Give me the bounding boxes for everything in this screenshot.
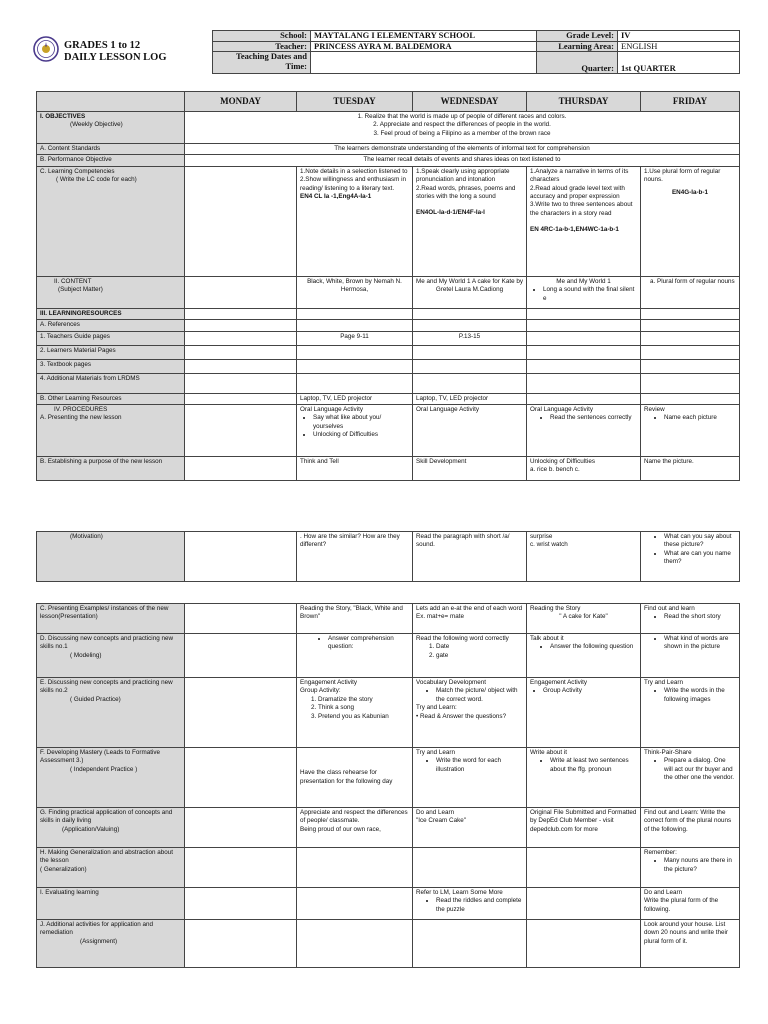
objectives-row — [37, 112, 740, 144]
row-d-label — [37, 634, 185, 678]
row-e-wed-title: Vocabulary Development — [416, 679, 487, 686]
header-info-table — [212, 30, 740, 74]
row-f-label — [37, 748, 185, 808]
content-standards-label: A. Content Standards — [37, 144, 185, 155]
content-standards-row — [37, 144, 740, 155]
tg-tuesday: Page 9-11 — [297, 331, 413, 345]
row-e-tue-2: Group Activity: — [300, 687, 341, 695]
other-resources-row — [37, 393, 740, 404]
row-i-friday — [641, 888, 740, 920]
row-e-tue-item-2: 2. Think a song — [318, 704, 409, 712]
lesson-table-part-3 — [36, 603, 740, 968]
procedure-a-title: A. Presenting the new lesson — [40, 414, 122, 422]
row-d-thu-item: • Answer the following question — [550, 643, 637, 651]
row-c — [37, 604, 740, 634]
row-g-tue-2: Being proud of our own race, — [300, 825, 381, 833]
row-j-title: J. Additional activities for application and remediation — [40, 921, 154, 937]
proc-a-tue-item-2: • Unlocking of Difficulties — [313, 431, 409, 439]
row-i-wednesday — [413, 888, 527, 920]
row-c-thu-2: " A cake for Kate" — [559, 613, 608, 621]
row-e — [37, 678, 740, 748]
row-c-fri-item: • Read the short story — [664, 613, 736, 621]
content-thu-title: Me and My World 1 — [556, 277, 611, 285]
row-g-friday: Find out and Learn: Write the correct form of the plural nouns of the following. — [641, 808, 740, 848]
day-tuesday: TUESDAY — [297, 92, 413, 112]
row-f-wednesday — [413, 748, 527, 808]
motivation-friday — [641, 532, 740, 582]
row-e-wed-3: • Read & Answer the questions? — [416, 712, 507, 720]
motivation-tuesday: . How are the similar? How are they different? — [297, 532, 413, 582]
other-tuesday: Laptop, TV, LED projector — [297, 393, 413, 404]
row-h-title: H. Making Generalization and abstraction about the lesson — [40, 849, 174, 865]
procedures-title: IV. PROCEDURES — [54, 406, 108, 414]
content-tuesday: Black, White, Brown by Nemah N. Hermosa, — [297, 276, 413, 308]
row-g-label — [37, 808, 185, 848]
lesson-table-part-2 — [36, 531, 740, 582]
competencies-label — [37, 166, 185, 276]
row-i-fri-2: Write the plural form of the following. — [644, 897, 719, 913]
quarter-label: Quarter: — [537, 52, 618, 74]
motivation-wednesday: Read the paragraph with short /a/ sound. — [413, 532, 527, 582]
tg-wednesday: P.13-15 — [413, 331, 527, 345]
procedure-a-tuesday — [297, 405, 413, 457]
row-h-fri-item: • Many nouns are there in the picture? — [664, 857, 736, 874]
row-i-wed-item: • Read the riddles and complete the puzzle — [436, 897, 523, 914]
proc-a-thu-item: • Read the sentences correctly — [550, 414, 637, 422]
proc-a-tue-item-1: • Say what like about you/ yourselves — [313, 414, 409, 431]
row-h-friday — [641, 848, 740, 888]
row-c-thu-1: Reading the Story — [530, 605, 581, 612]
row-g-tuesday — [297, 808, 413, 848]
comp-wed-1: 1.Speak clearly using appropriate pronunciation and intonation — [416, 167, 510, 184]
motivation-thu-2: c. wrist watch — [530, 541, 568, 549]
comp-tue-code: EN4 CL Ia -1,Eng4A-Ia-1 — [300, 193, 372, 201]
motivation-thu-1: surprise — [530, 533, 553, 540]
title-line-2: DAILY LESSON LOG — [64, 52, 167, 63]
other-resources-label: B. Other Learning Resources — [37, 393, 185, 404]
row-e-thu-title: Engagement Activity — [530, 679, 588, 686]
competencies-tuesday — [297, 166, 413, 276]
competencies-monday — [185, 166, 297, 276]
performance-text: The learner recall details of events and shares ideas on text listened to — [185, 155, 740, 166]
competencies-row — [37, 166, 740, 276]
row-g-wed-2: "Ice Cream Cake" — [416, 817, 466, 825]
row-j-friday: Look around your house. List down 20 nouns and write their plural form of it. — [641, 920, 740, 968]
proc-a-tue-title: Oral Language Activity — [300, 406, 364, 414]
row-e-fri-item: • Write the words in the following images — [664, 687, 736, 704]
motivation-fri-1: • What can you say about these picture? — [664, 533, 736, 550]
competencies-friday — [641, 166, 740, 276]
content-standards-text: The learners demonstrate understanding of the elements of informal text for comprehension — [185, 144, 740, 155]
row-e-tue-item-1: 1. Dramatize the story — [318, 696, 409, 704]
procedure-b-thursday — [527, 457, 641, 481]
row-f-wed-title: Try and Learn — [416, 749, 455, 756]
procedure-b-friday: Name the picture. — [641, 457, 740, 481]
row-g-thursday: Original File Submitted and Formatted by DepEd Club Member - visit depedclub.com for more — [527, 808, 641, 848]
content-friday — [641, 276, 740, 308]
dates-label-2: Time: — [285, 60, 307, 71]
row-c-label: C. Presenting Examples/ instances of the new lesson(Presentation) — [37, 604, 185, 634]
objectives-title: I. OBJECTIVES — [40, 113, 86, 120]
additional-label: 4. Additional Materials from LRDMS — [37, 373, 185, 393]
school-label: School: — [213, 31, 311, 42]
competencies-sub: ( Write the LC code for each) — [56, 176, 137, 184]
textbook-label: 3. Textbook pages — [37, 359, 185, 373]
row-e-thu-item: • Group Activity — [543, 687, 637, 695]
day-thursday: THURSDAY — [527, 92, 641, 112]
row-e-label — [37, 678, 185, 748]
dates-label — [213, 52, 311, 74]
dates-value — [311, 52, 537, 74]
procedure-a-thursday — [527, 405, 641, 457]
comp-thu-code: EN 4RC-1a-b-1,EN4WC-1a-b-1 — [530, 226, 619, 234]
motivation-row — [37, 532, 740, 582]
row-d-friday — [641, 634, 740, 678]
row-f-thu-title: Write about it — [530, 749, 567, 756]
row-d-tuesday — [297, 634, 413, 678]
grade-label: Grade Level: — [537, 31, 618, 42]
row-f-sub: ( Independent Practice ) — [70, 765, 138, 773]
row-g — [37, 808, 740, 848]
days-header-blank — [37, 92, 185, 112]
row-e-thursday — [527, 678, 641, 748]
row-e-friday — [641, 678, 740, 748]
row-f-title: F. Developing Mastery (Leads to Formative Assessment 3.) — [40, 749, 161, 765]
document-title — [64, 40, 167, 64]
motivation-label — [37, 532, 185, 582]
row-g-tue-1: Appreciate and respect the differences of people/ classmate. — [300, 809, 408, 825]
procedure-b-row — [37, 457, 740, 481]
proc-b-thu-1: Unlocking of Difficulties — [530, 458, 595, 466]
objectives-text — [185, 112, 740, 144]
row-f-fri-item: • Prepare a dialog. One will act our thr buyer and the other one the vendor. — [664, 757, 736, 782]
row-f-friday — [641, 748, 740, 808]
references-label: A. References — [37, 320, 185, 331]
competencies-wednesday — [413, 166, 527, 276]
tg-label: 1. Teachers Guide pages — [37, 331, 185, 345]
row-d-wed-1: 1. Date — [436, 643, 523, 651]
row-e-tue-1: Engagement Activity — [300, 679, 358, 686]
school-value: MAYTALANG I ELEMENTARY SCHOOL — [311, 31, 537, 42]
row-h — [37, 848, 740, 888]
objectives-label — [37, 112, 185, 144]
content-label — [37, 276, 185, 308]
row-i-label: I. Evaluating learning — [37, 888, 185, 920]
motivation-label-text: (Motivation) — [70, 533, 103, 540]
content-sub: (Subject Matter) — [58, 286, 103, 294]
dates-label-1: Teaching Dates and — [235, 51, 307, 62]
row-f-fri-title: Think-Pair-Share — [644, 749, 692, 756]
procedure-b-label: B. Establishing a purpose of the new lesson — [37, 457, 185, 481]
row-g-wednesday — [413, 808, 527, 848]
textbook-row — [37, 359, 740, 373]
row-i-wed-title: Refer to LM, Learn Some More — [416, 889, 503, 896]
row-h-sub: ( Generalization) — [40, 865, 87, 873]
deped-seal-logo — [33, 36, 59, 62]
objective-2: 2. Appreciate and respect the differences of people in the world. — [373, 121, 551, 129]
references-row — [37, 320, 740, 331]
content-row — [37, 276, 740, 308]
content-title: II. CONTENT — [54, 277, 92, 285]
comp-wed-2: 2.Read words, phrases, poems and stories with the long a sound — [416, 184, 516, 201]
procedure-a-row — [37, 405, 740, 457]
procedure-a-label — [37, 405, 185, 457]
days-header-row — [37, 92, 740, 112]
comp-wed-code: EN4OL-Ia-d-1/EN4F-Ia-I — [416, 209, 485, 217]
objectives-sub: (Weekly Objective) — [70, 121, 123, 129]
objective-1: 1. Realize that the world is made up of people of different races and colors. — [357, 113, 567, 120]
row-c-wed-2: Ex. mat+e= mate — [416, 613, 464, 621]
row-f-thu-item: • Write at least two sentences about the ffg. pronoun — [550, 757, 637, 774]
other-wednesday: Laptop, TV, LED projector — [413, 393, 527, 404]
row-d-fri-item: • What kind of words are shown in the picture — [664, 635, 736, 652]
row-f-thursday — [527, 748, 641, 808]
row-c-fri-title: Find out and learn — [644, 605, 695, 612]
row-c-thursday — [527, 604, 641, 634]
comp-thu-3: 3.Write two to three sentences about the characters in a story read — [530, 201, 633, 217]
row-d-tue-item: • Answer comprehension question: — [328, 635, 409, 652]
competencies-title: C. Learning Competencies — [40, 167, 115, 175]
row-d-wed-title: Read the following word correctly — [416, 635, 509, 642]
day-monday: MONDAY — [185, 92, 297, 112]
row-d-sub: ( Modeling) — [70, 651, 102, 659]
row-j-label — [37, 920, 185, 968]
teacher-value: PRINCESS AYRA M. BALDEMORA — [311, 41, 537, 52]
procedure-b-wednesday: Skill Development — [413, 457, 527, 481]
row-e-wed-2: Try and Learn: — [416, 704, 457, 712]
competencies-thursday — [527, 166, 641, 276]
row-f-wed-item: • Write the word for each illustration — [436, 757, 523, 774]
row-d-wed-2: 2. gate — [436, 652, 523, 660]
row-g-wed-1: Do and Learn — [416, 809, 455, 816]
row-e-title: E. Discussing new concepts and practicing new skills no.2 — [40, 679, 173, 695]
content-wednesday: Me and My World 1 A cake for Kate by Gretel Laura M.Cadiong — [413, 276, 527, 308]
proc-a-fri-item: • Name each picture — [664, 414, 736, 422]
row-c-tuesday: Reading the Story, "Black, White and Brown" — [297, 604, 413, 634]
row-d-wednesday — [413, 634, 527, 678]
row-d-title: D. Discussing new concepts and practicing new skills no.1 — [40, 635, 174, 651]
day-wednesday: WEDNESDAY — [413, 92, 527, 112]
row-e-wednesday — [413, 678, 527, 748]
resources-row — [37, 308, 740, 319]
row-f-tuesday: Have the class rehearse for presentation for the following day — [297, 748, 413, 808]
content-thu-item: • Long a sound with the final silent e — [543, 286, 637, 303]
performance-label: B. Performance Objective — [37, 155, 185, 166]
additional-row — [37, 373, 740, 393]
procedure-b-tuesday: Think and Tell — [297, 457, 413, 481]
row-e-fri-title: Try and Learn — [644, 679, 683, 686]
procedure-a-wednesday: Oral Language Activity — [413, 405, 527, 457]
content-thursday — [527, 276, 641, 308]
comp-thu-2: 2.Read aloud grade level text with accuracy and proper expression — [530, 184, 625, 201]
motivation-fri-2: • What are can you name them? — [664, 550, 736, 567]
grade-value: IV — [618, 31, 740, 42]
comp-tue-1: 1.Note details in a selection listened to — [300, 167, 408, 175]
proc-a-thu-title: Oral Language Activity — [530, 406, 594, 414]
row-c-friday — [641, 604, 740, 634]
row-h-label — [37, 848, 185, 888]
row-g-title: G. Finding practical application of concepts and skills in daily living — [40, 809, 173, 825]
lm-row — [37, 345, 740, 359]
row-h-fri-title: Remember: — [644, 849, 677, 856]
row-g-sub: (Application/Valuing) — [62, 825, 120, 833]
row-e-tuesday — [297, 678, 413, 748]
row-e-wed-item: • Match the picture/ object with the correct word. — [436, 687, 523, 704]
procedure-a-friday — [641, 405, 740, 457]
content-monday — [185, 276, 297, 308]
content-fri-item: a. Plural form of regular nouns — [657, 278, 736, 286]
motivation-thursday — [527, 532, 641, 582]
row-e-sub: ( Guided Practice) — [70, 695, 121, 703]
row-i-fri-1: Do and Learn — [644, 889, 683, 896]
tg-row — [37, 331, 740, 345]
proc-b-thu-2: a. rice b. bench c. — [530, 466, 580, 474]
lesson-table-part-1 — [36, 91, 740, 481]
lm-label: 2. Learners Material Pages — [37, 345, 185, 359]
comp-tue-2: 2.Show willingness and enthusiasm in reading/ listening to a literary text. — [300, 176, 407, 192]
row-d — [37, 634, 740, 678]
proc-a-fri-title: Review — [644, 406, 665, 414]
comp-fri-code: EN4G-Ia-b-1 — [671, 188, 709, 196]
row-j — [37, 920, 740, 968]
row-c-wed-1: Lets add an e-at the end of each word — [416, 605, 523, 612]
row-i — [37, 888, 740, 920]
row-c-wednesday — [413, 604, 527, 634]
area-value: ENGLISH — [618, 41, 740, 52]
row-d-thu-title: Talk about it — [530, 635, 564, 642]
row-e-tue-item-3: 3. Pretend you as Kabunian — [318, 713, 409, 721]
title-line-1: GRADES 1 to 12 — [64, 40, 141, 51]
row-d-thursday — [527, 634, 641, 678]
day-friday: FRIDAY — [641, 92, 740, 112]
row-f — [37, 748, 740, 808]
performance-row — [37, 155, 740, 166]
resources-label: III. LEARNINGRESOURCES — [37, 308, 185, 319]
objective-3: 3. Feel proud of being a Filipino as a member of the brown race — [373, 129, 551, 137]
comp-fri-1: 1.Use plural form of regular nouns. — [644, 167, 721, 184]
area-label: Learning Area: — [537, 41, 618, 52]
quarter-value: 1st QUARTER — [618, 52, 740, 74]
row-j-sub: (Assignment) — [80, 937, 118, 945]
comp-thu-1: 1.Analyze a narrative in terms of its characters — [530, 167, 629, 184]
teacher-label: Teacher: — [213, 41, 311, 52]
